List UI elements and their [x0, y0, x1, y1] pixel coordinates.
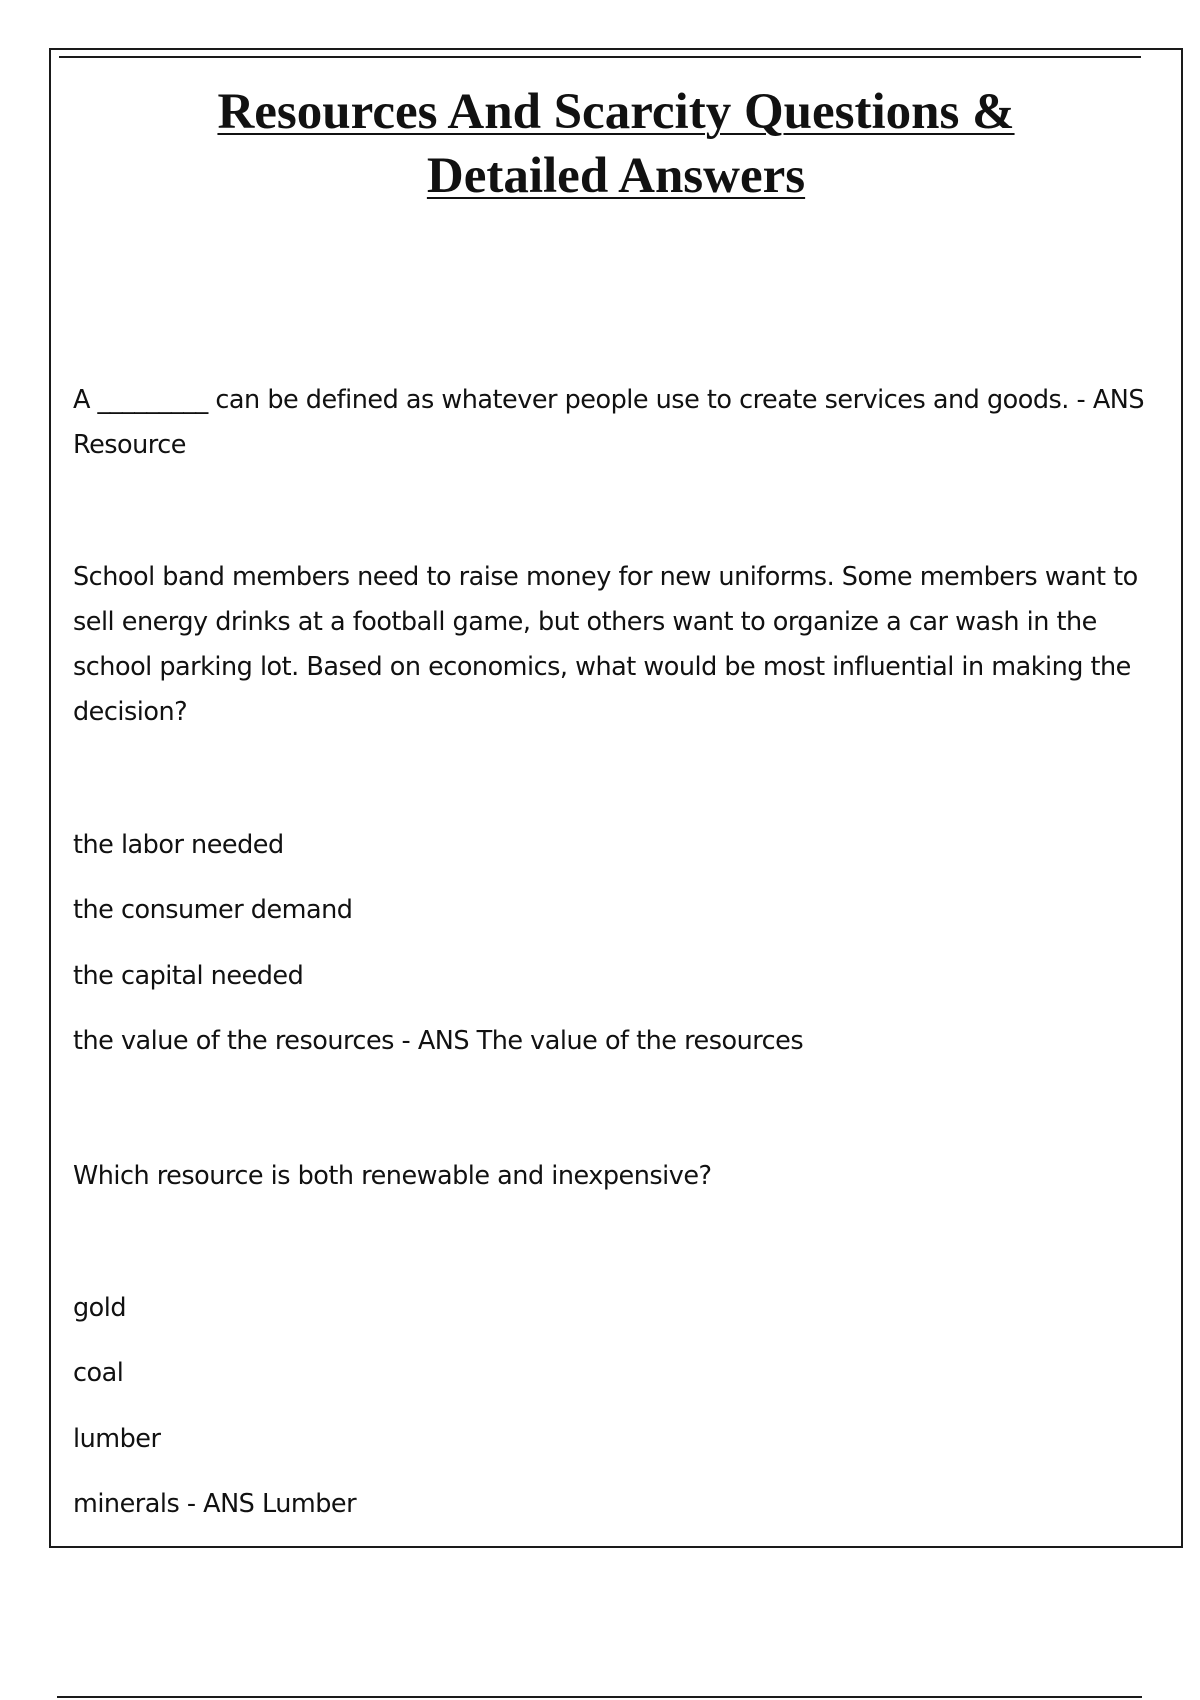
question-3-option-4: minerals - ANS Lumber [73, 1489, 357, 1519]
question-3-text: Which resource is both renewable and inexpensive? [73, 1161, 712, 1191]
footer-rule [57, 1696, 1142, 1698]
question-2-option-2: the consumer demand [73, 895, 353, 925]
question-3-option-1: gold [73, 1293, 127, 1323]
question-3-option-3: lumber [73, 1424, 161, 1454]
header-rule [59, 56, 1141, 58]
question-3-option-2: coal [73, 1358, 124, 1388]
page-border-frame [49, 48, 1183, 1548]
question-2-option-4: the value of the resources - ANS The value of the resources [73, 1026, 804, 1056]
document-title-line-2: Detailed Answers [426, 148, 806, 204]
document-title [51, 80, 1181, 208]
question-2-text: School band members need to raise money for new uniforms. Some members want to sell energy drinks at a football game, but others want to organize a car wash in the school parking lot. Based on economics, what would be most influential in making the decision? [73, 562, 1138, 727]
question-2-option-1: the labor needed [73, 830, 284, 860]
question-2-option-3: the capital needed [73, 961, 304, 991]
document-title-line-1: Resources And Scarcity Questions & [217, 84, 1015, 140]
question-1-text: A _________ can be defined as whatever people use to create services and goods. - ANS Resource [73, 385, 1145, 460]
